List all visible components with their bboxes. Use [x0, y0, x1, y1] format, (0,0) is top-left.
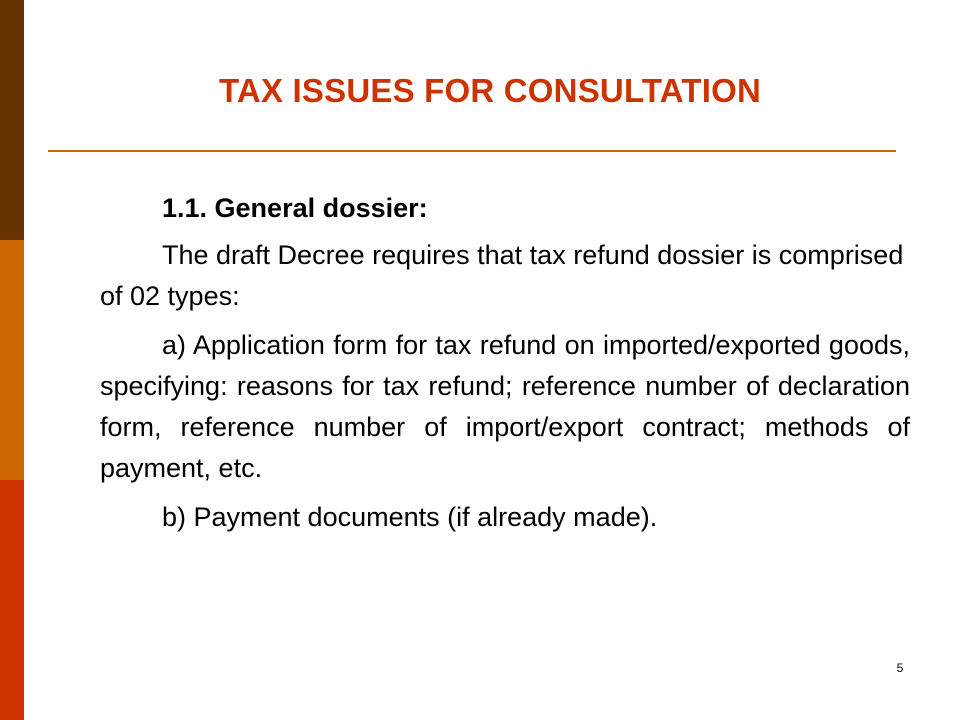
side-bar-bottom-segment — [0, 480, 24, 720]
item-b-paragraph: b) Payment documents (if already made). — [162, 502, 658, 532]
slide-body — [100, 188, 910, 546]
title-divider — [48, 150, 896, 152]
item-a-paragraph: a) Application form for tax refund on imported/exported goods, specifying: reasons for tax refund; reference number of declaration form, reference number of import/export contract; methods of payment, etc. — [100, 330, 910, 483]
slide-title: TAX ISSUES FOR CONSULTATION — [219, 72, 761, 109]
side-bar-middle-segment — [0, 240, 24, 480]
intro-paragraph: The draft Decree requires that tax refund dossier is comprised of 02 types: — [100, 240, 904, 311]
page-number: 5 — [896, 661, 904, 675]
section-heading: 1.1. General dossier: — [162, 193, 428, 223]
side-bar-top-segment — [0, 0, 24, 240]
